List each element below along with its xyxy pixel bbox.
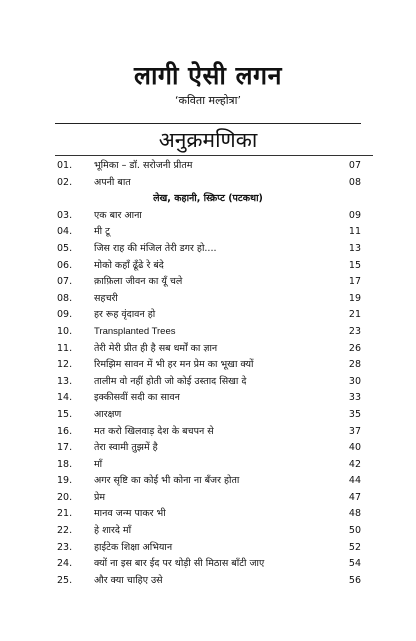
toc-row xyxy=(0,556,416,573)
toc-number: 21. xyxy=(57,508,73,520)
toc-row xyxy=(0,158,416,175)
toc-number: 18. xyxy=(57,458,73,470)
toc-page-number: 15 xyxy=(348,259,361,271)
book-title: लागी ऐसी लगन xyxy=(134,61,282,90)
toc-title: मत करो खिलवाड़ देश के बचपन से xyxy=(94,425,214,437)
toc-number: 14. xyxy=(57,392,73,404)
toc-page-number: 56 xyxy=(348,574,361,586)
toc-number: 02. xyxy=(57,176,73,188)
toc-row xyxy=(0,175,416,192)
toc-row xyxy=(0,224,416,241)
toc-number: 04. xyxy=(57,226,73,238)
toc-title: आरक्षण xyxy=(94,408,122,420)
toc-number: 06. xyxy=(57,259,73,271)
toc-title: तालीम वो नहीं होती जो कोई उस्ताद सिखा दे xyxy=(94,375,247,387)
toc-page-number: 11 xyxy=(348,226,361,238)
toc-number: 05. xyxy=(57,242,73,254)
toc-page-number: 50 xyxy=(348,525,361,537)
toc-number: 20. xyxy=(57,491,73,503)
toc-title: तेरा स्वामी तुझमें है xyxy=(94,442,158,454)
toc-entries xyxy=(0,208,416,590)
toc-page-number: 23 xyxy=(348,325,361,337)
toc-title: मी टू xyxy=(94,226,110,238)
toc-number: 17. xyxy=(57,442,73,454)
toc-title: माँ xyxy=(94,458,103,470)
toc-number: 11. xyxy=(57,342,73,354)
toc-number: 09. xyxy=(57,309,73,321)
toc-number: 03. xyxy=(57,209,73,221)
toc-title: एक बार आना xyxy=(94,209,142,221)
toc-page-number: 47 xyxy=(348,491,361,503)
toc-page-number: 17 xyxy=(348,276,361,288)
toc-page-number: 52 xyxy=(348,541,361,553)
toc-page-number: 21 xyxy=(348,309,361,321)
toc-row xyxy=(0,341,416,358)
toc-title: मोको कहाँ ढूँढे रे बंदे xyxy=(94,259,164,271)
toc-number: 15. xyxy=(57,408,73,420)
toc-row xyxy=(0,540,416,557)
toc-row xyxy=(0,241,416,258)
toc-row xyxy=(0,457,416,474)
toc-title: हाईटेक शिक्षा अभियान xyxy=(94,541,173,553)
toc-page-number: 09 xyxy=(348,209,361,221)
toc-row xyxy=(0,291,416,308)
toc-heading: अनुक्रमणिका xyxy=(158,128,258,152)
toc-title: भूमिका – डॉ. सरोजनी प्रीतम xyxy=(94,160,193,171)
toc-number: 22. xyxy=(57,525,73,537)
toc-title: इक्कीसवीं सदी का सावन xyxy=(94,392,180,404)
toc-title: तेरी मेरी प्रीत ही है सब धर्मों का ज्ञान xyxy=(94,342,218,354)
toc-page-number: 35 xyxy=(348,408,361,420)
toc-number: 01. xyxy=(57,160,73,171)
toc-row xyxy=(0,473,416,490)
toc-page-number: 33 xyxy=(348,392,361,404)
toc-number: 25. xyxy=(57,574,73,586)
toc-number: 16. xyxy=(57,425,73,437)
toc-row xyxy=(0,258,416,275)
toc-page-number: 40 xyxy=(348,442,361,454)
toc-row xyxy=(0,440,416,457)
toc-title: Transplanted Trees xyxy=(94,325,176,337)
toc-row xyxy=(0,374,416,391)
toc-title: क़ाफ़िला जीवन का यूँ चले xyxy=(94,276,183,288)
toc-page-number: 54 xyxy=(348,558,361,570)
toc-title: क्यों ना इस बार ईद पर थोड़ी सी मिठास बाँटी जाए xyxy=(94,558,265,570)
toc-number: 19. xyxy=(57,475,73,487)
toc-page-number: 13 xyxy=(348,242,361,254)
toc-row xyxy=(0,324,416,341)
toc-row xyxy=(0,573,416,590)
divider-line xyxy=(55,123,361,124)
toc-page-number: 44 xyxy=(348,475,361,487)
toc-row xyxy=(0,274,416,291)
toc-number: 07. xyxy=(57,276,73,288)
toc-title: जिस राह की मंजिल तेरी डगर हो.... xyxy=(94,242,217,254)
toc-number: 23. xyxy=(57,541,73,553)
toc-row xyxy=(0,424,416,441)
author-name: ‘कविता मल्होत्रा’ xyxy=(175,94,241,107)
toc-title: हे शारदे माँ xyxy=(94,525,132,537)
toc-page-number: 37 xyxy=(348,425,361,437)
toc-title: अपनी बात xyxy=(94,176,131,188)
toc-number: 10. xyxy=(57,325,73,337)
toc-title: प्रेम xyxy=(94,491,106,503)
toc-list xyxy=(0,158,416,589)
toc-title: मानव जन्म पाकर भी xyxy=(94,508,166,520)
toc-row xyxy=(0,357,416,374)
toc-title: हर रूह वृंदावन हो xyxy=(94,309,156,321)
toc-section-label: लेख, कहानी, स्क्रिप्ट (पटकथा) xyxy=(153,193,263,205)
toc-number: 12. xyxy=(57,359,73,371)
toc-title: सहचरी xyxy=(94,292,118,304)
toc-title: अगर सृष्टि का कोई भी कोना ना बँजर होता xyxy=(94,475,240,487)
toc-row xyxy=(0,407,416,424)
toc-section-header xyxy=(0,191,416,208)
toc-row xyxy=(0,523,416,540)
toc-row xyxy=(0,490,416,507)
toc-row xyxy=(0,208,416,225)
toc-number: 13. xyxy=(57,375,73,387)
toc-title: रिमझिम सावन में भी हर मन प्रेम का भूखा क्यों xyxy=(94,359,254,371)
toc-divider-line xyxy=(55,155,373,156)
toc-page-number: 08 xyxy=(348,176,361,188)
toc-page-number: 26 xyxy=(348,342,361,354)
toc-page-number: 30 xyxy=(348,375,361,387)
toc-row xyxy=(0,390,416,407)
toc-page-number: 07 xyxy=(348,160,361,171)
toc-row xyxy=(0,506,416,523)
toc-row xyxy=(0,307,416,324)
toc-title: और क्या चाहिए उसे xyxy=(94,574,163,586)
toc-page-number: 19 xyxy=(348,292,361,304)
toc-page-number: 42 xyxy=(348,458,361,470)
toc-number: 24. xyxy=(57,558,73,570)
toc-page-number: 28 xyxy=(348,359,361,371)
toc-page-number: 48 xyxy=(348,508,361,520)
toc-number: 08. xyxy=(57,292,73,304)
